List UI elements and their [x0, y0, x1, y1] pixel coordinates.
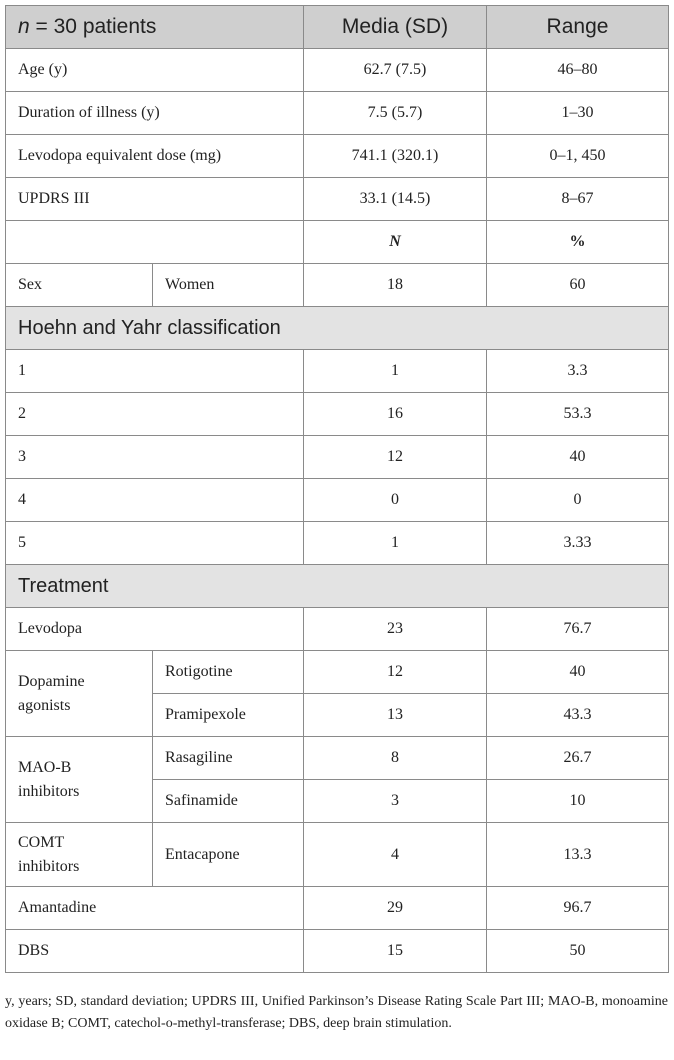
row-percent: 0: [487, 479, 669, 522]
row-n: 0: [304, 479, 487, 522]
row-mean: 62.7 (7.5): [304, 49, 487, 92]
row-percent: 3.33: [487, 522, 669, 565]
table-row: [6, 608, 669, 651]
table-row: [6, 92, 669, 135]
row-n: 18: [304, 264, 487, 307]
table-row: [6, 350, 669, 393]
row-label: Age (y): [6, 49, 304, 92]
row-percent: 26.7: [487, 737, 669, 780]
section-header-row: [6, 307, 669, 350]
group-label-maob-inhibitors: MAO-B inhibitors: [6, 737, 153, 823]
table-row: [6, 479, 669, 522]
row-mean: 33.1 (14.5): [304, 178, 487, 221]
row-label: 4: [6, 479, 304, 522]
row-range: 0–1, 450: [487, 135, 669, 178]
row-n: 8: [304, 737, 487, 780]
table-row: [6, 930, 669, 973]
row-percent: 40: [487, 436, 669, 479]
row-percent: 43.3: [487, 694, 669, 737]
row-percent: 13.3: [487, 823, 669, 887]
row-n: 12: [304, 436, 487, 479]
row-range: 46–80: [487, 49, 669, 92]
row-n: 1: [304, 522, 487, 565]
row-label: Levodopa equivalent dose (mg): [6, 135, 304, 178]
row-label: Sex: [6, 264, 153, 307]
row-n: 3: [304, 780, 487, 823]
table-footnote: y, years; SD, standard deviation; UPDRS III, Unified Parkinson’s Disease Rating Scale Part III; MAO-B, monoamine oxidase B; COMT, catechol-o-methyl-transferase; DBS, deep brain stimulation.: [5, 994, 668, 1031]
section-header-row: [6, 565, 669, 608]
count-subheader-row: [6, 221, 669, 264]
row-sublabel: Women: [153, 264, 304, 307]
row-n: 13: [304, 694, 487, 737]
row-n: 1: [304, 350, 487, 393]
row-label: Levodopa: [6, 608, 304, 651]
subheader-percent: %: [487, 221, 669, 264]
row-percent: 76.7: [487, 608, 669, 651]
row-n: 29: [304, 887, 487, 930]
row-drug: Rasagiline: [153, 737, 304, 780]
subheader-n: N: [304, 221, 487, 264]
row-label: Duration of illness (y): [6, 92, 304, 135]
table-row: [6, 823, 669, 887]
row-label: UPDRS III: [6, 178, 304, 221]
table-row: [6, 135, 669, 178]
header-mean-sd: Media (SD): [304, 6, 487, 49]
table-row: [6, 264, 669, 307]
section-treatment: Treatment: [6, 565, 669, 608]
row-n: 23: [304, 608, 487, 651]
row-percent: 40: [487, 651, 669, 694]
group-label-dopamine-agonists: Dopamine agonists: [6, 651, 153, 737]
row-mean: 7.5 (5.7): [304, 92, 487, 135]
row-label: 2: [6, 393, 304, 436]
row-percent: 96.7: [487, 887, 669, 930]
row-label: 3: [6, 436, 304, 479]
table-row: [6, 49, 669, 92]
row-label: 5: [6, 522, 304, 565]
patient-characteristics-table-container: [5, 5, 668, 973]
row-n: 12: [304, 651, 487, 694]
row-percent: 60: [487, 264, 669, 307]
row-label: Amantadine: [6, 887, 304, 930]
row-drug: Entacapone: [153, 823, 304, 887]
row-percent: 53.3: [487, 393, 669, 436]
table-row: [6, 436, 669, 479]
row-range: 8–67: [487, 178, 669, 221]
row-percent: 3.3: [487, 350, 669, 393]
table-row: [6, 887, 669, 930]
row-label: 1: [6, 350, 304, 393]
table-row: [6, 737, 669, 780]
row-drug: Pramipexole: [153, 694, 304, 737]
table-row: [6, 522, 669, 565]
row-range: 1–30: [487, 92, 669, 135]
empty-cell: [6, 221, 304, 264]
patient-characteristics-table: [5, 5, 669, 973]
row-mean: 741.1 (320.1): [304, 135, 487, 178]
row-n: 15: [304, 930, 487, 973]
row-n: 4: [304, 823, 487, 887]
table-row: [6, 393, 669, 436]
row-drug: Safinamide: [153, 780, 304, 823]
row-percent: 10: [487, 780, 669, 823]
table-row: [6, 178, 669, 221]
section-hoehn-yahr: Hoehn and Yahr classification: [6, 307, 669, 350]
header-range: Range: [487, 6, 669, 49]
group-label-comt-inhibitors: COMT inhibitors: [6, 823, 153, 887]
table-header-row: [6, 6, 669, 49]
row-drug: Rotigotine: [153, 651, 304, 694]
header-sample-size: n = 30 patients: [6, 6, 304, 49]
row-percent: 50: [487, 930, 669, 973]
row-label: DBS: [6, 930, 304, 973]
row-n: 16: [304, 393, 487, 436]
table-row: [6, 651, 669, 694]
